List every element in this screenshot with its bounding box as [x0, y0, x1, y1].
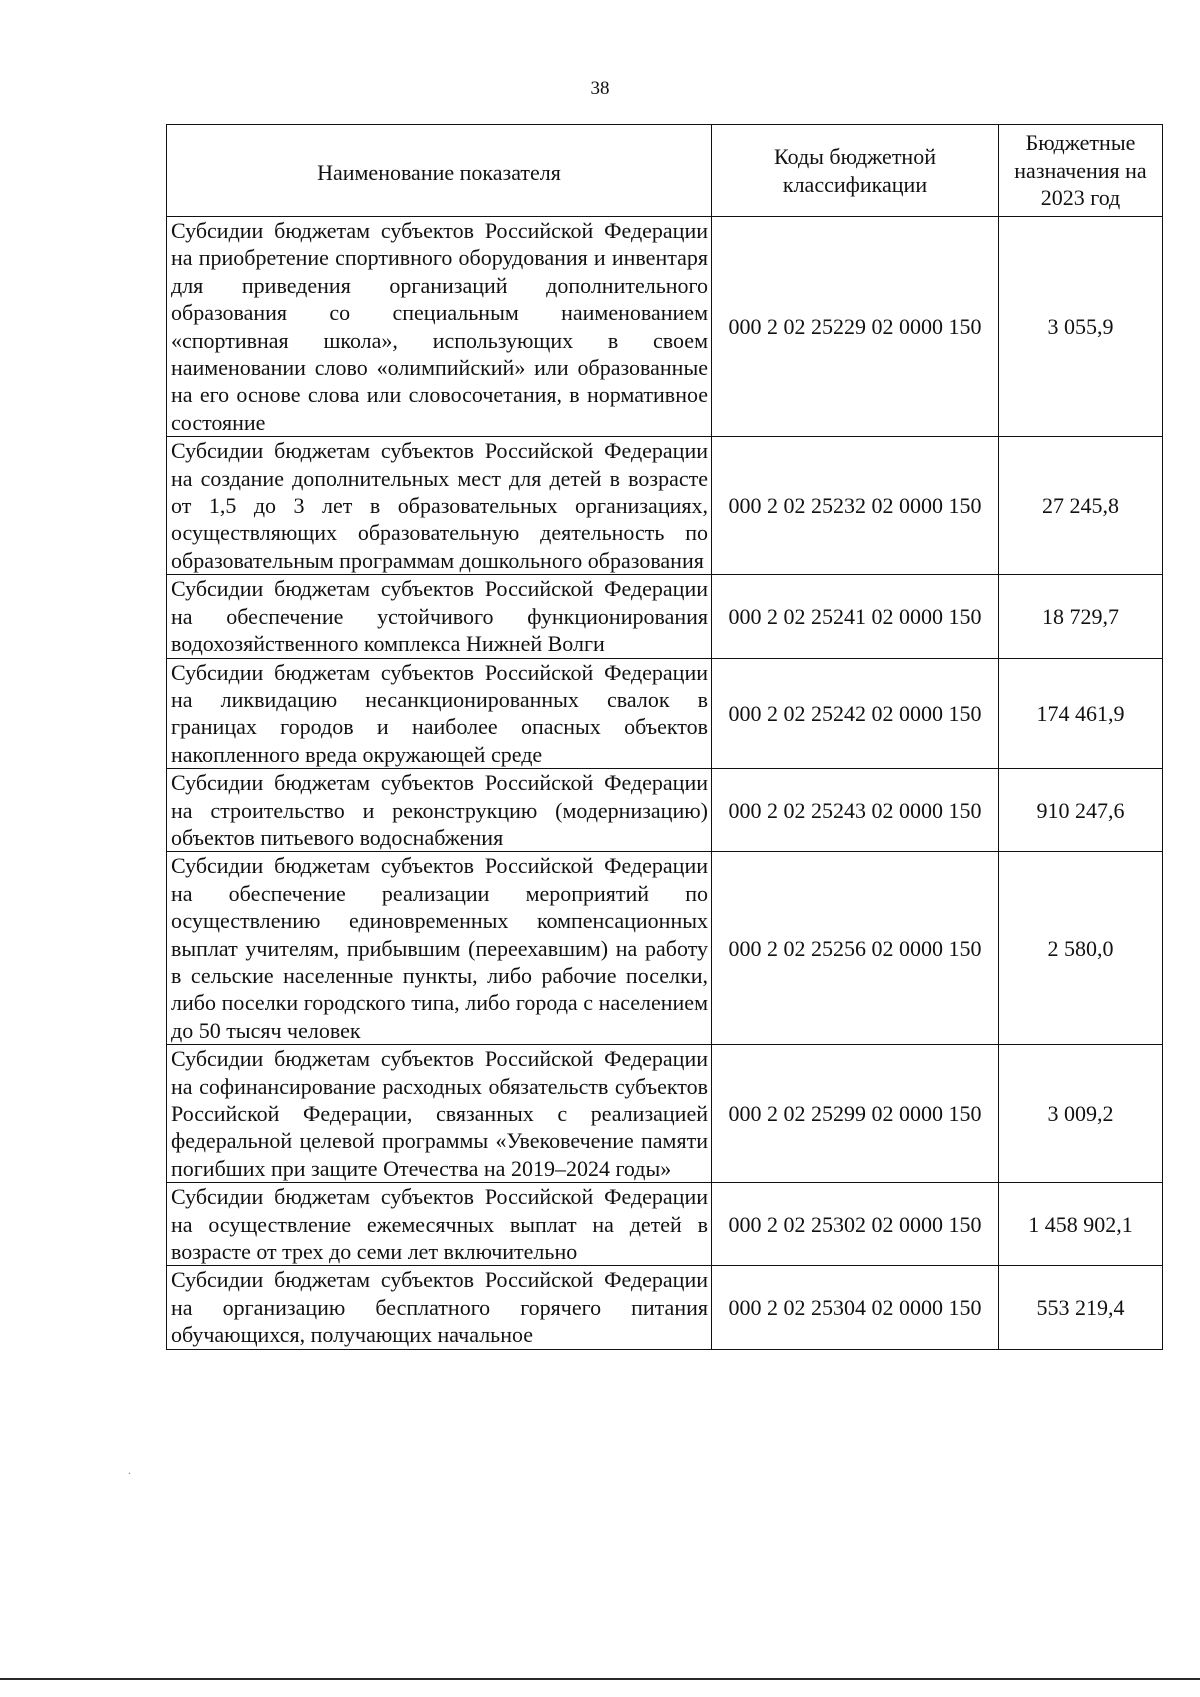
row-amount: 18 729,7 — [999, 575, 1163, 658]
row-amount: 174 461,9 — [999, 658, 1163, 769]
table-body — [167, 217, 1163, 1350]
header-budget-code: Коды бюджетной классификации — [712, 125, 999, 217]
table-row — [167, 1266, 1163, 1349]
row-amount: 1 458 902,1 — [999, 1183, 1163, 1266]
row-code: 000 2 02 25241 02 0000 150 — [712, 575, 999, 658]
table-row — [167, 852, 1163, 1045]
row-name: Субсидии бюджетам субъектов Российской Федерации на софинансирование расходных обязательств субъектов Российской Федерации, связанных с реализацией федеральной целевой программы «Увековечение памяти погибших при защите Отечества на 2019–2024 годы» — [167, 1045, 712, 1183]
row-code: 000 2 02 25242 02 0000 150 — [712, 658, 999, 769]
header-indicator-name: Наименование показателя — [167, 125, 712, 217]
row-code: 000 2 02 25302 02 0000 150 — [712, 1183, 999, 1266]
row-code: 000 2 02 25229 02 0000 150 — [712, 217, 999, 437]
table-row — [167, 1045, 1163, 1183]
row-code: 000 2 02 25232 02 0000 150 — [712, 437, 999, 575]
row-code: 000 2 02 25304 02 0000 150 — [712, 1266, 999, 1349]
table-row — [167, 769, 1163, 852]
row-code: 000 2 02 25256 02 0000 150 — [712, 852, 999, 1045]
table-row — [167, 217, 1163, 437]
page-bottom-rule — [0, 1678, 1200, 1680]
table-header-row — [167, 125, 1163, 217]
row-amount: 2 580,0 — [999, 852, 1163, 1045]
row-amount: 3 055,9 — [999, 217, 1163, 437]
row-name: Субсидии бюджетам субъектов Российской Федерации на осуществление ежемесячных выплат на детей в возрасте от трех до семи лет включительно — [167, 1183, 712, 1266]
table-row — [167, 437, 1163, 575]
budget-table — [166, 124, 1163, 1350]
table-row — [167, 575, 1163, 658]
row-name: Субсидии бюджетам субъектов Российской Федерации на обеспечение реализации мероприятий по осуществлению единовременных компенсационных выплат учителям, прибывшим (переехавшим) на работу в сельские населенные пункты, либо рабочие поселки, либо поселки городского типа, либо города с населением до 50 тысяч человек — [167, 852, 712, 1045]
row-name: Субсидии бюджетам субъектов Российской Федерации на ликвидацию несанкционированных свалок в границах городов и наиболее опасных объектов накопленного вреда окружающей среде — [167, 658, 712, 769]
row-code: 000 2 02 25299 02 0000 150 — [712, 1045, 999, 1183]
row-amount: 27 245,8 — [999, 437, 1163, 575]
row-name: Субсидии бюджетам субъектов Российской Федерации на приобретение спортивного оборудования и инвентаря для приведения организаций дополнительного образования со специальным наименованием «спортивная школа», использующих в своем наименовании слово «олимпийский» или образованные на его основе слова или словосочетания, в нормативное состояние — [167, 217, 712, 437]
header-budget-amount: Бюджетные назначения на 2023 год — [999, 125, 1163, 217]
row-amount: 3 009,2 — [999, 1045, 1163, 1183]
row-amount: 910 247,6 — [999, 769, 1163, 852]
table-row — [167, 658, 1163, 769]
table-row — [167, 1183, 1163, 1266]
row-name: Субсидии бюджетам субъектов Российской Федерации на обеспечение устойчивого функционирования водохозяйственного комплекса Нижней Волги — [167, 575, 712, 658]
row-name: Субсидии бюджетам субъектов Российской Федерации на строительство и реконструкцию (модернизацию) объектов питьевого водоснабжения — [167, 769, 712, 852]
row-name: Субсидии бюджетам субъектов Российской Федерации на организацию бесплатного горячего питания обучающихся, получающих начальное — [167, 1266, 712, 1349]
scan-speck: . — [128, 1463, 131, 1477]
page-number: 38 — [590, 78, 610, 99]
row-name: Субсидии бюджетам субъектов Российской Федерации на создание дополнительных мест для детей в возрасте от 1,5 до 3 лет в образовательных организациях, осуществляющих образовательную деятельность по образовательным программам дошкольного образования — [167, 437, 712, 575]
row-code: 000 2 02 25243 02 0000 150 — [712, 769, 999, 852]
row-amount: 553 219,4 — [999, 1266, 1163, 1349]
table-header — [167, 125, 1163, 217]
